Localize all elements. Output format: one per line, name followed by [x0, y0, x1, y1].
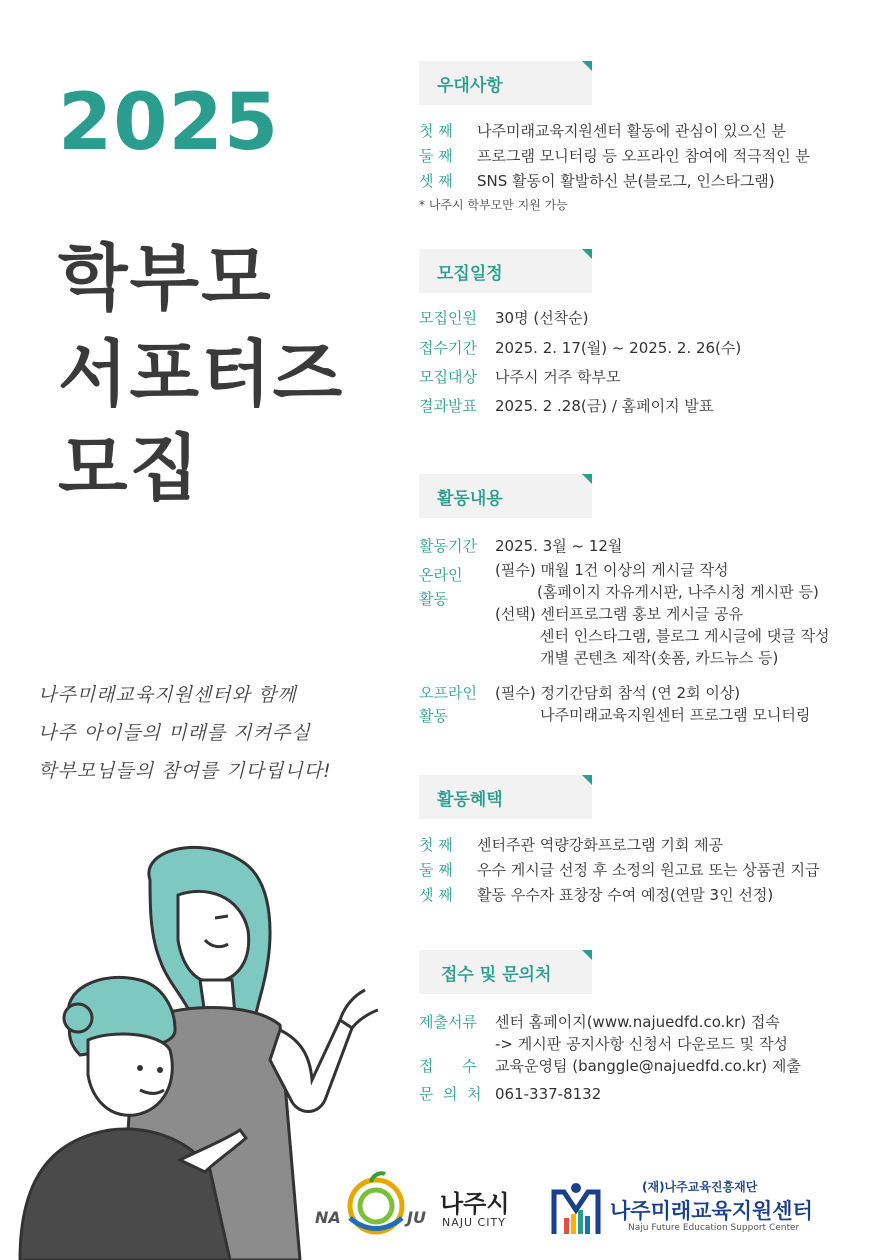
schedule-item-3 [419, 366, 620, 387]
item-label: 첫 째 [419, 122, 453, 140]
center-name-en: Naju Future Education Support Center [628, 1223, 800, 1233]
item-label: 셋 째 [419, 886, 453, 904]
item-text: 우수 게시글 선정 후 소정의 원고료 또는 상품권 지급 [477, 861, 820, 879]
item-label: 결과발표 [419, 397, 477, 415]
schedule-item-4 [419, 395, 713, 416]
offline-line-2: 나주미래교육지원센터 프로그램 모니터링 [540, 706, 811, 724]
item-text: 061-337-8132 [495, 1085, 602, 1103]
item-text: 2025. 3월 ~ 12월 [495, 537, 623, 555]
item-text: 나주미래교육지원센터 활동에 관심이 있으신 분 [477, 122, 786, 140]
naju-right-text: JU [407, 1208, 426, 1227]
item-text: 30명 (선착순) [495, 309, 589, 327]
section-heading-schedule [419, 249, 592, 293]
item-label: 첫 째 [419, 836, 453, 854]
item-text: 2025. 2. 17(월) ~ 2025. 2. 26(수) [495, 339, 742, 357]
naju-city-kr: 나주시 [440, 1190, 510, 1218]
online-label-1: 온라인 [419, 566, 463, 584]
item-label: 접 수 [419, 1057, 477, 1075]
item-text: 나주시 거주 학부모 [495, 368, 621, 386]
item-text: 센터 홈페이지(www.najuedfd.co.kr) 접속 [495, 1013, 780, 1031]
item-label: 접수기간 [419, 339, 477, 357]
item-text: 교육운영팀 (banggle@najuedfd.co.kr) 제출 [495, 1057, 801, 1075]
benefit-item-1 [419, 834, 723, 855]
section-heading-text: 모집일정 [437, 263, 503, 284]
item-label: 둘 째 [419, 861, 453, 879]
center-logo [550, 1178, 840, 1238]
online-line-2: (홈페이지 자유게시판, 나주시청 게시판 등) [537, 583, 819, 601]
item-text: SNS 활동이 활발하신 분(블로그, 인스타그램) [477, 172, 775, 190]
online-line-1: (필수) 매월 1건 이상의 게시글 작성 [495, 561, 729, 579]
preference-note: * 나주시 학부모만 지원 가능 [419, 198, 568, 212]
section-heading-text: 활동혜택 [437, 789, 503, 810]
item-label: 셋 째 [419, 172, 453, 190]
item-label: 문 의 처 [419, 1085, 482, 1103]
center-emblem-icon [550, 1180, 602, 1236]
preference-item-3 [419, 170, 775, 191]
online-line-4: 센터 인스타그램, 블로그 게시글에 댓글 작성 [540, 627, 830, 645]
corner-triangle-icon [582, 474, 592, 484]
slogan-line-3: 학부모님들의 참여를 기다립니다! [38, 760, 332, 782]
item-label: 제출서류 [419, 1013, 477, 1031]
year: 2025 [58, 78, 280, 168]
title-line-1: 학부모 [58, 236, 273, 320]
item-label: 활동기간 [419, 537, 477, 555]
title-line-3: 모집 [58, 426, 202, 510]
corner-triangle-icon [582, 249, 592, 259]
offline-label-2: 활동 [419, 707, 448, 725]
item-text: 센터주관 역량강화프로그램 기회 제공 [477, 836, 724, 854]
section-heading-benefit [419, 775, 592, 819]
item-label: 모집인원 [419, 309, 477, 327]
section-heading-preference [419, 61, 592, 105]
online-label-2: 활동 [419, 590, 448, 608]
contact-submit [419, 1055, 801, 1076]
online-line-5: 개별 콘텐츠 제작(숏폼, 카드뉴스 등) [540, 649, 779, 667]
contact-docs [419, 1011, 780, 1032]
item-text: 프로그램 모니터링 등 오프라인 참여에 적극적인 분 [477, 147, 810, 165]
naju-left-text: NA [315, 1208, 341, 1227]
offline-line-1: (필수) 정기간담회 참석 (연 2회 이상) [495, 684, 741, 702]
slogan-line-2: 나주 아이들의 미래를 지켜주실 [38, 722, 311, 744]
schedule-item-1 [419, 307, 589, 328]
contact-inquiry [419, 1083, 601, 1104]
contact-docs-line-2: -> 게시판 공지사항 신청서 다운로드 및 작성 [495, 1035, 788, 1053]
corner-triangle-icon [582, 61, 592, 71]
offline-label-1: 오프라인 [419, 684, 477, 702]
preference-item-2 [419, 145, 810, 166]
section-heading-text: 접수 및 문의처 [441, 964, 552, 985]
foundation-name: (재)나주교육진흥재단 [642, 1180, 758, 1194]
schedule-item-2 [419, 337, 741, 358]
item-label: 둘 째 [419, 147, 453, 165]
activity-period [419, 535, 622, 556]
online-line-3: (선택) 센터프로그램 홍보 게시글 공유 [495, 605, 744, 623]
benefit-item-3 [419, 884, 773, 905]
naju-city-en: NAJU CITY [442, 1216, 506, 1229]
item-text: 2025. 2 .28(금) / 홈페이지 발표 [495, 397, 714, 415]
naju-emblem-icon [341, 1168, 411, 1238]
section-heading-text: 우대사항 [437, 75, 503, 96]
benefit-item-2 [419, 859, 819, 880]
corner-triangle-icon [582, 950, 592, 960]
item-text: 활동 우수자 표창장 수여 예정(연말 3인 선정) [477, 886, 774, 904]
center-name-kr: 나주미래교육지원센터 [610, 1199, 813, 1223]
title-line-2: 서포터즈 [58, 332, 345, 416]
preference-item-1 [419, 120, 786, 141]
item-label: 모집대상 [419, 368, 477, 386]
slogan-line-1: 나주미래교육지원센터와 함께 [38, 684, 297, 706]
section-heading-contact [419, 950, 592, 994]
naju-city-logo [315, 1168, 520, 1238]
section-heading-text: 활동내용 [437, 488, 503, 509]
corner-triangle-icon [582, 775, 592, 785]
section-heading-activity [419, 474, 592, 518]
